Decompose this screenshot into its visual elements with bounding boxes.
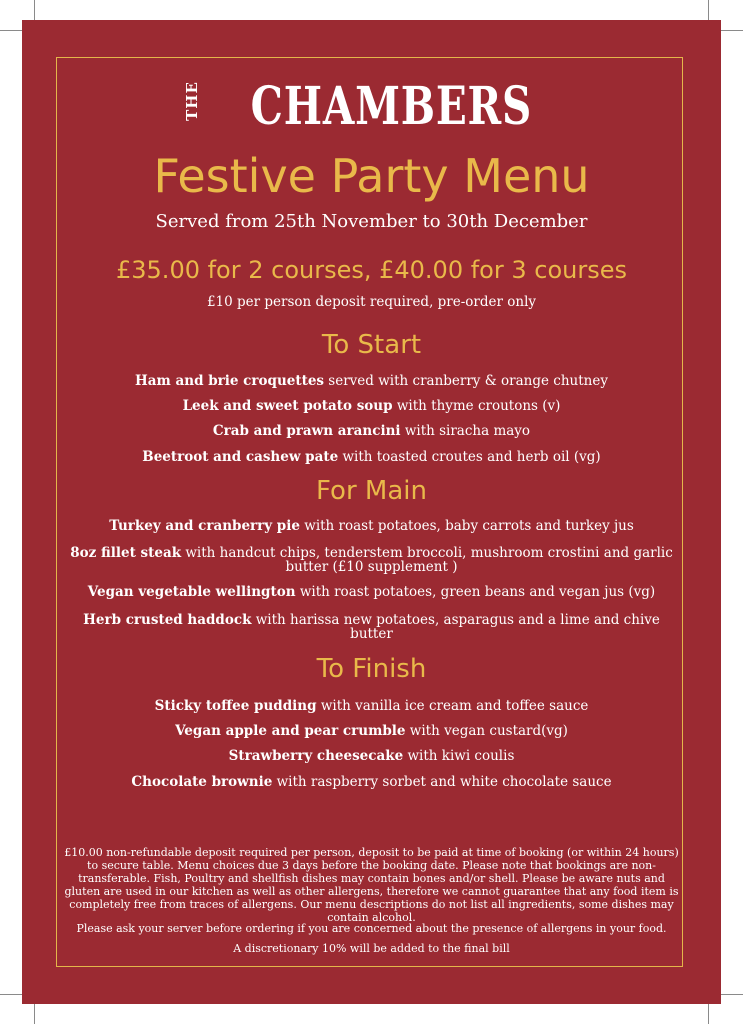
- terms-note: £10.00 non-refundable deposit required per person, deposit to be paid at time of booking (or within 24 hours) to secure table. Menu choices due 3 days before the booking date. Please note that bookings are non-transferable. Fish, Poultry and shellfish dishes may contain bones and/or shell. Please be aware nuts and gluten are used in our kitchen as well as other allergens, therefore we cannot guarantee that any food item is completely free from traces of allergens. Our menu descriptions do not list all ingredients, some dishes may contain alcohol.: [64, 846, 679, 924]
- dish-name: Ham and brie croquettes: [135, 373, 325, 389]
- crop-mark: [0, 994, 22, 995]
- section-heading-start: To Start: [321, 330, 422, 360]
- deposit-note: £10 per person deposit required, pre-order only: [206, 294, 537, 310]
- dish-name: Herb crusted haddock: [83, 612, 252, 628]
- dish-name: Vegan vegetable wellington: [87, 584, 296, 600]
- logo-prefix: THE: [182, 80, 201, 121]
- crop-mark: [34, 0, 35, 20]
- price-line: £35.00 for 2 courses, £40.00 for 3 courses: [116, 256, 627, 284]
- dish-name: Turkey and cranberry pie: [109, 518, 300, 534]
- menu-item: [22, 450, 721, 464]
- dish-name: Strawberry cheesecake: [228, 748, 404, 764]
- dish-description: with harissa new potatoes, asparagus and a lime and chive butter: [251, 612, 660, 642]
- menu-title: Festive Party Menu: [153, 149, 590, 203]
- dish-description: with roast potatoes, baby carrots and turkey jus: [299, 518, 634, 534]
- menu-item: [22, 399, 721, 413]
- dish-name: Chocolate brownie: [131, 774, 273, 790]
- dish-description: with raspberry sorbet and white chocolate sauce: [272, 774, 612, 790]
- menu-item: [22, 749, 721, 763]
- dish-name: 8oz fillet steak: [70, 545, 182, 561]
- crop-mark: [0, 30, 22, 31]
- dish-description: with thyme croutons (v): [392, 398, 561, 414]
- menu-item: [22, 374, 721, 388]
- menu-item: [22, 546, 721, 574]
- crop-mark: [721, 994, 743, 995]
- dish-name: Sticky toffee pudding: [154, 698, 317, 714]
- dish-description: with toasted croutes and herb oil (vg): [338, 449, 601, 465]
- menu-item: [22, 724, 721, 738]
- dish-description: with kiwi coulis: [403, 748, 515, 764]
- dish-name: Crab and prawn arancini: [212, 423, 401, 439]
- dish-name: Leek and sweet potato soup: [182, 398, 393, 414]
- dish-description: with vanilla ice cream and toffee sauce: [316, 698, 589, 714]
- menu-sheet: [22, 20, 721, 1004]
- section-heading-main: For Main: [316, 476, 427, 506]
- dish-description: with roast potatoes, green beans and vegan jus (vg): [295, 584, 656, 600]
- dish-description: served with cranberry & orange chutney: [324, 373, 608, 389]
- dish-name: Vegan apple and pear crumble: [175, 723, 406, 739]
- section-heading-finish: To Finish: [316, 654, 427, 684]
- allergen-note: Please ask your server before ordering if you are concerned about the presence of allergens in your food.: [76, 922, 667, 935]
- crop-mark: [708, 1004, 709, 1024]
- crop-mark: [721, 30, 743, 31]
- dish-description: with siracha mayo: [400, 423, 531, 439]
- menu-item: [22, 613, 721, 641]
- service-charge-note: A discretionary 10% will be added to the final bill: [233, 942, 510, 955]
- menu-item: [22, 585, 721, 599]
- menu-item: [22, 424, 721, 438]
- dish-description: with handcut chips, tenderstem broccoli, mushroom crostini and garlic butter (£10 supplement ): [181, 545, 673, 575]
- served-dates: Served from 25th November to 30th December: [155, 211, 588, 232]
- crop-mark: [708, 0, 709, 20]
- dish-name: Beetroot and cashew pate: [142, 449, 339, 465]
- menu-item: [22, 775, 721, 789]
- logo-name: CHAMBERS: [250, 76, 532, 137]
- logo: [22, 76, 721, 137]
- menu-item: [22, 519, 721, 533]
- dish-description: with vegan custard(vg): [405, 723, 568, 739]
- crop-mark: [34, 1004, 35, 1024]
- menu-item: [22, 699, 721, 713]
